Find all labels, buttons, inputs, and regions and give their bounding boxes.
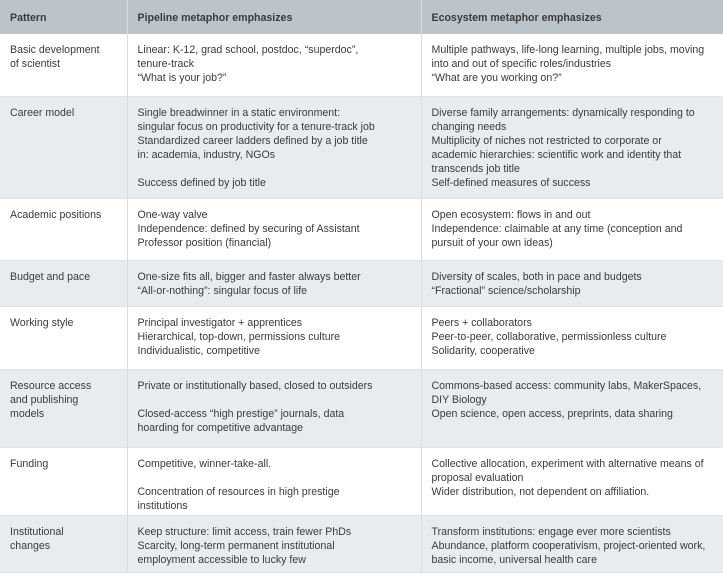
cell-pipeline: [127, 260, 421, 306]
cell-line: proposal evaluation: [431, 471, 524, 484]
cell-line: into and out of specific roles/industries: [431, 58, 612, 70]
cell-ecosystem: [421, 260, 723, 306]
table-body: [0, 34, 723, 572]
cell-line: Wider distribution, not dependent on affiliation.: [431, 485, 650, 498]
cell-pattern: [0, 306, 127, 369]
cell-line: of scientist: [10, 58, 61, 70]
cell-line: Solidarity, cooperative: [431, 344, 535, 357]
cell-line: “Fractional” science/scholarship: [431, 284, 581, 297]
cell-ecosystem: [421, 515, 723, 572]
cell-line: Private or institutionally based, closed to outsiders: [137, 379, 373, 392]
cell-line: Principal investigator + apprentices: [137, 316, 303, 329]
cell-line: Funding: [10, 457, 49, 470]
cell-pattern: [0, 96, 127, 198]
cell-line: changes: [10, 539, 51, 552]
cell-line: hoarding for competitive advantage: [137, 421, 303, 434]
cell-ecosystem: [421, 306, 723, 369]
cell-line: Academic positions: [10, 208, 102, 221]
cell-line: Open science, open access, preprints, data sharing: [431, 407, 673, 420]
cell-line: “What are you working on?”: [431, 72, 562, 84]
cell-line: and publishing: [10, 393, 79, 406]
cell-line: Peers + collaborators: [431, 316, 532, 329]
cell-line: changing needs: [431, 120, 507, 133]
header-pipeline: Pipeline metaphor emphasizes: [127, 0, 421, 34]
cell-pattern: [0, 447, 127, 515]
cell-line: Scarcity, long-term permanent institutional: [137, 539, 335, 552]
cell-line: pursuit of your own ideas): [431, 236, 553, 249]
cell-line: academic hierarchies: scientific work and identity that: [431, 148, 682, 161]
cell-line: Career model: [10, 106, 75, 119]
cell-pipeline: [127, 34, 421, 96]
table-row: [0, 369, 723, 447]
cell-line: Abundance, platform cooperativism, project-oriented work,: [431, 539, 706, 552]
cell-line: institutions: [137, 499, 188, 512]
cell-line: Independence: claimable at any time (conception and: [431, 222, 683, 235]
cell-pattern: [0, 260, 127, 306]
cell-line: One-size fits all, bigger and faster always better: [137, 270, 361, 283]
cell-line: Self-defined measures of success: [431, 176, 591, 189]
cell-ecosystem: [421, 96, 723, 198]
cell-line: transcends job title: [431, 162, 520, 175]
cell-line: Single breadwinner in a static environment:: [137, 106, 341, 119]
cell-line: Hierarchical, top-down, permissions culture: [137, 330, 341, 343]
table-row: [0, 198, 723, 260]
cell-line: singular focus on productivity for a tenure-track job: [137, 120, 375, 133]
header-ecosystem: Ecosystem metaphor emphasizes: [421, 0, 723, 34]
cell-line: Standardized career ladders defined by a job title: [137, 134, 368, 147]
cell-spacer: [138, 393, 417, 407]
cell-line: Competitive, winner-take-all.: [137, 457, 272, 470]
cell-ecosystem: [421, 34, 723, 96]
cell-line: Peer-to-peer, collaborative, permissionless culture: [431, 330, 667, 343]
cell-pattern: [0, 198, 127, 260]
cell-line: One-way valve: [137, 208, 208, 221]
cell-line: Diverse family arrangements: dynamically responding to: [431, 106, 695, 119]
cell-line: Concentration of resources in high prestige: [137, 485, 340, 498]
cell-ecosystem: [421, 447, 723, 515]
header-pattern: Pattern: [0, 0, 127, 34]
cell-line: Open ecosystem: flows in and out: [431, 208, 591, 221]
cell-line: tenure-track: [137, 58, 195, 70]
cell-line: Independence: defined by securing of Assistant: [137, 222, 360, 235]
cell-line: Multiple pathways, life-long learning, multiple jobs, moving: [431, 44, 705, 56]
cell-line: Institutional: [10, 525, 64, 538]
cell-line: basic income, universal health care: [431, 553, 597, 566]
cell-pipeline: [127, 306, 421, 369]
cell-line: Basic development: [10, 44, 100, 56]
cell-spacer: [138, 162, 417, 176]
cell-line: “What is your job?”: [137, 72, 227, 84]
cell-line: Individualistic, competitive: [137, 344, 260, 357]
cell-line: Linear: K-12, grad school, postdoc, “superdoc”,: [137, 44, 359, 56]
cell-line: Transform institutions: engage ever more scientists: [431, 525, 671, 538]
cell-pipeline: [127, 515, 421, 572]
table-row: [0, 34, 723, 96]
cell-spacer: [138, 471, 417, 485]
table-row: [0, 306, 723, 369]
cell-pipeline: [127, 369, 421, 447]
cell-line: Resource access: [10, 379, 92, 392]
cell-pipeline: [127, 198, 421, 260]
table-row: [0, 96, 723, 198]
header-row: [0, 0, 723, 34]
cell-line: Working style: [10, 316, 74, 329]
table-row: [0, 260, 723, 306]
cell-pattern: [0, 34, 127, 96]
cell-line: models: [10, 407, 45, 420]
cell-line: Multiplicity of niches not restricted to corporate or: [431, 134, 662, 147]
table-row: [0, 515, 723, 572]
cell-line: employment accessible to lucky few: [137, 553, 306, 566]
cell-pipeline: [127, 447, 421, 515]
cell-line: in: academia, industry, NGOs: [137, 148, 276, 161]
cell-ecosystem: [421, 369, 723, 447]
cell-line: Budget and pace: [10, 270, 91, 283]
cell-ecosystem: [421, 198, 723, 260]
cell-pipeline: [127, 96, 421, 198]
cell-line: Collective allocation, experiment with alternative means of: [431, 457, 704, 470]
cell-line: “All-or-nothing”: singular focus of life: [137, 284, 308, 297]
cell-line: Commons-based access: community labs, MakerSpaces,: [431, 379, 702, 392]
cell-line: Keep structure: limit access, train fewer PhDs: [137, 525, 352, 538]
cell-line: Diversity of scales, both in pace and budgets: [431, 270, 642, 283]
table-row: [0, 447, 723, 515]
cell-pattern: [0, 369, 127, 447]
cell-line: Success defined by job title: [137, 176, 266, 189]
cell-pattern: [0, 515, 127, 572]
cell-line: Professor position (financial): [137, 236, 272, 249]
cell-line: Closed-access “high prestige” journals, data: [137, 407, 345, 420]
cell-line: DIY Biology: [431, 393, 487, 406]
